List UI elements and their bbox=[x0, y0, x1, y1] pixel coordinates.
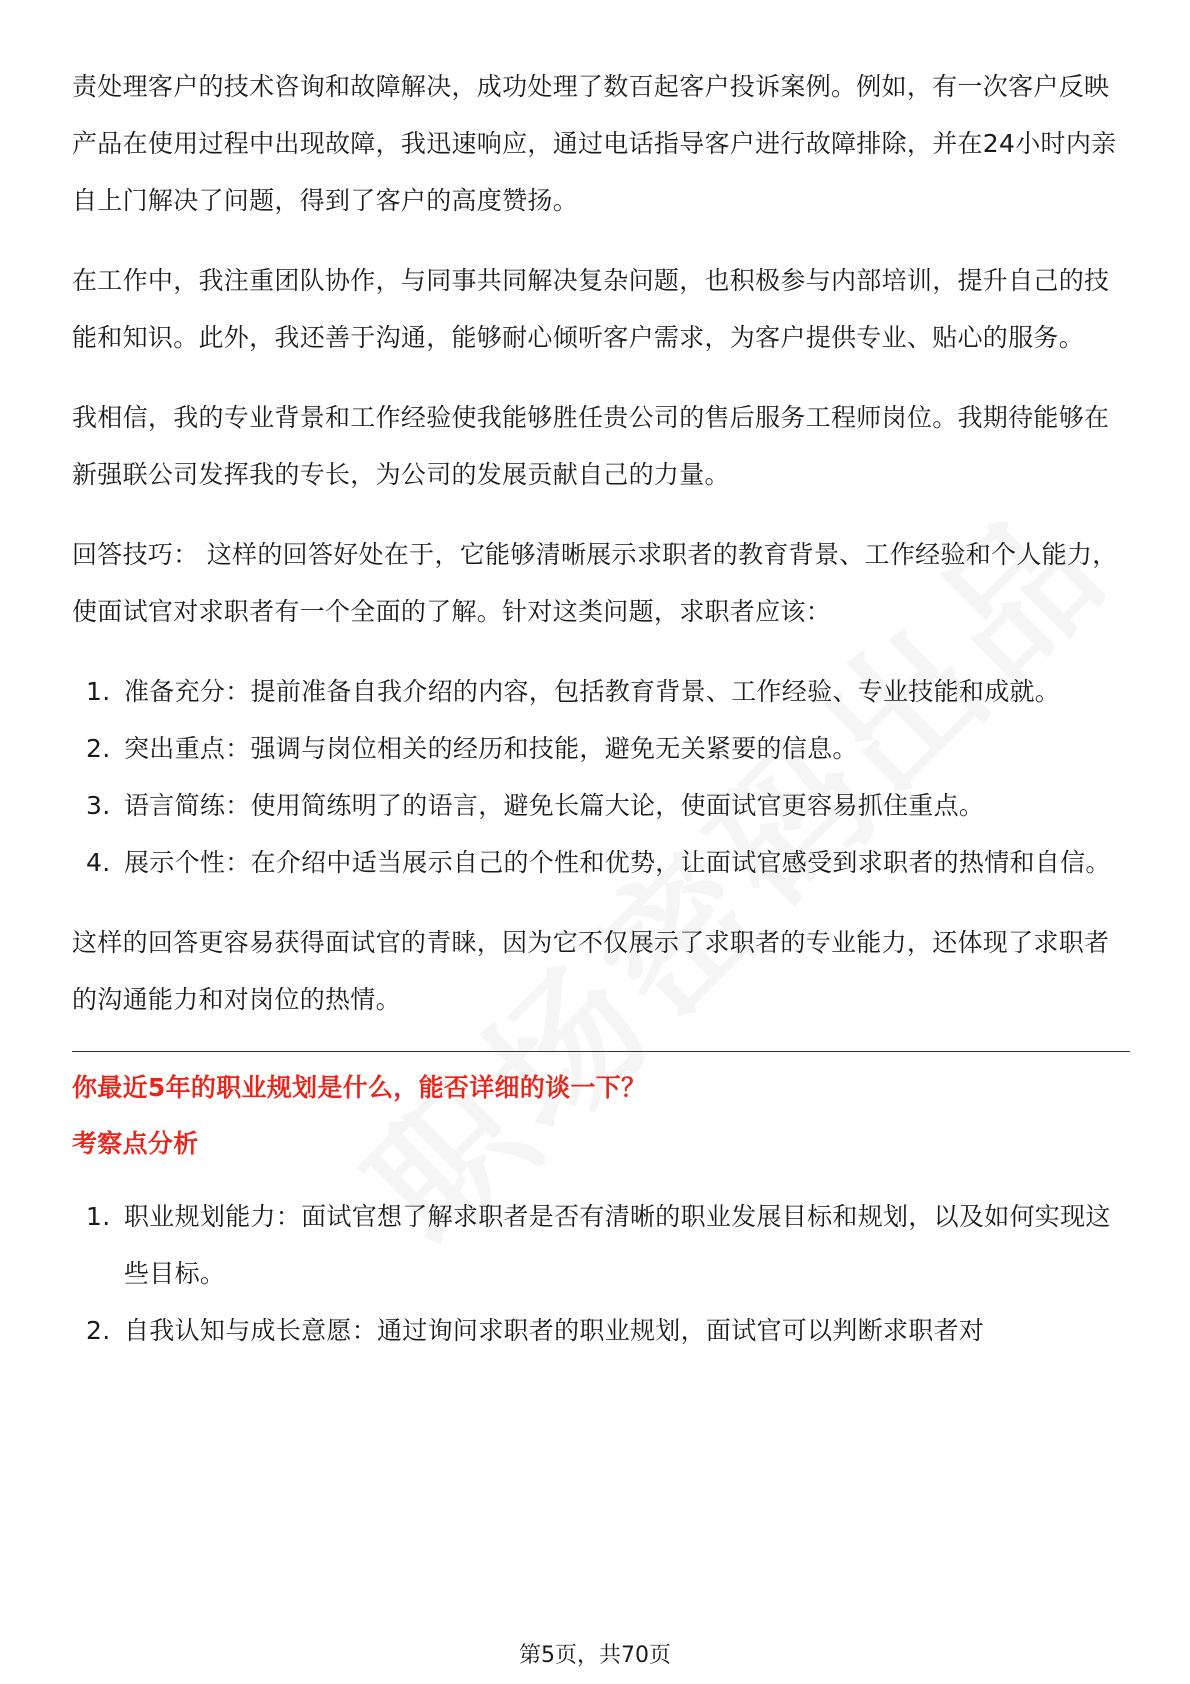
list-number: 3. bbox=[86, 791, 111, 820]
page-content bbox=[72, 58, 1130, 1382]
list-item bbox=[72, 834, 1130, 891]
list-item-text: 突出重点：强调与岗位相关的经历和技能，避免无关紧要的信息。 bbox=[124, 734, 858, 763]
section-divider bbox=[72, 1051, 1130, 1052]
tips-list bbox=[72, 663, 1130, 891]
list-number: 4. bbox=[86, 848, 111, 877]
paragraph-teamwork: 在工作中，我注重团队协作，与同事共同解决复杂问题，也积极参与内部培训，提升自己的技能和知识。此外，我还善于沟通，能够耐心倾听客户需求，为客户提供专业、贴心的服务。 bbox=[72, 266, 1110, 352]
paragraph-answer-tips: 回答技巧： 这样的回答好处在于，它能够清晰展示求职者的教育背景、工作经验和个人能力，使面试官对求职者有一个全面的了解。针对这类问题，求职者应该： bbox=[72, 540, 1118, 626]
list-item-text: 准备充分：提前准备自我介绍的内容，包括教育背景、工作经验、专业技能和成就。 bbox=[124, 677, 1061, 706]
paragraph-conclusion: 我相信，我的专业背景和工作经验使我能够胜任贵公司的售后服务工程师岗位。我期待能够在新强联公司发挥我的专长，为公司的发展贡献自己的力量。 bbox=[72, 403, 1110, 489]
list-item-text: 自我认知与成长意愿：通过询问求职者的职业规划，面试官可以判断求职者对 bbox=[124, 1316, 985, 1345]
list-number: 1. bbox=[86, 677, 111, 706]
list-number: 2. bbox=[86, 1316, 111, 1345]
list-item bbox=[72, 720, 1130, 777]
list-number: 1. bbox=[86, 1202, 111, 1231]
paragraph-summary: 这样的回答更容易获得面试官的青睐，因为它不仅展示了求职者的专业能力，还体现了求职者的沟通能力和对岗位的热情。 bbox=[72, 928, 1110, 1014]
list-item bbox=[72, 1188, 1130, 1302]
analysis-points-list bbox=[72, 1188, 1130, 1359]
list-item bbox=[72, 777, 1130, 834]
list-item bbox=[72, 663, 1130, 720]
list-item bbox=[72, 1302, 1130, 1359]
list-number: 2. bbox=[86, 734, 111, 763]
list-item-text: 语言简练：使用简练明了的语言，避免长篇大论，使面试官更容易抓住重点。 bbox=[124, 791, 985, 820]
question-title: 你最近5年的职业规划是什么，能否详细的谈一下？ bbox=[72, 1073, 647, 1102]
list-item-text: 职业规划能力：面试官想了解求职者是否有清晰的职业发展目标和规划，以及如何实现这些目标。 bbox=[124, 1202, 1111, 1288]
paragraph-experience: 责处理客户的技术咨询和故障解决，成功处理了数百起客户投诉案例。例如，有一次客户反映产品在使用过程中出现故障，我迅速响应，通过电话指导客户进行故障排除，并在24小时内亲自上门解决了问题，得到了客户的高度赞扬。 bbox=[72, 72, 1117, 215]
analysis-heading: 考察点分析 bbox=[72, 1129, 199, 1158]
page-footer: 第5页，共70页 bbox=[519, 1643, 671, 1668]
list-item-text: 展示个性：在介绍中适当展示自己的个性和优势，让面试官感受到求职者的热情和自信。 bbox=[124, 848, 1111, 877]
